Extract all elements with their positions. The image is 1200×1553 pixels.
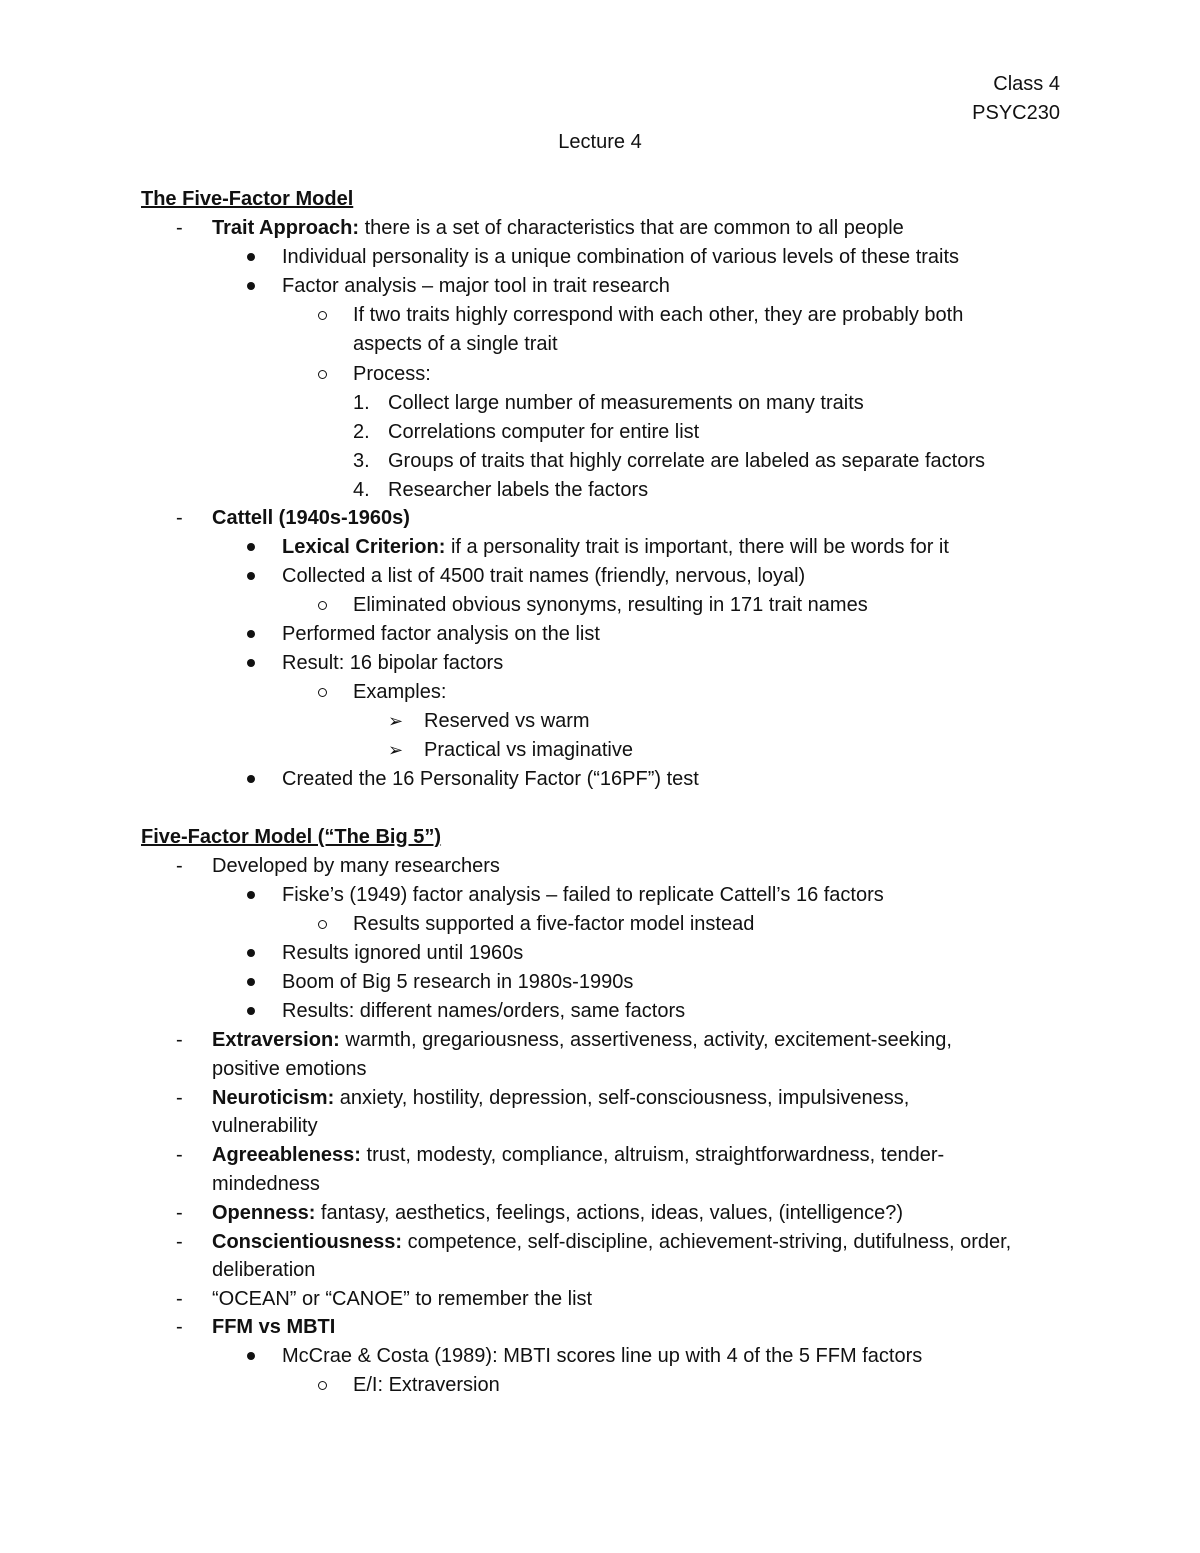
term: Extraversion: (212, 1029, 340, 1051)
bullet-item: Collected a list of 4500 trait names (friendly, nervous, loyal) (282, 565, 806, 587)
cattell-item: Cattell (1940s-1960s) (212, 507, 410, 529)
bullet-icon (247, 282, 255, 290)
dash-marker: - (176, 1288, 183, 1310)
sub-bullet-continuation: aspects of a single trait (353, 333, 558, 355)
bullet-icon (247, 978, 255, 986)
bullet-icon (247, 253, 255, 261)
dash-marker: - (176, 1231, 183, 1253)
conscientiousness-continuation: deliberation (212, 1259, 316, 1281)
dash-marker: - (176, 1029, 183, 1051)
number-marker: 3. (353, 450, 370, 472)
bullet-item: Performed factor analysis on the list (282, 623, 600, 645)
definition: competence, self-discipline, achievement-striving, dutifulness, order, (402, 1231, 1012, 1253)
sub-bullet-item: Results supported a five-factor model instead (353, 913, 755, 935)
conscientiousness-item (212, 1229, 1011, 1255)
bullet-icon (247, 1352, 255, 1360)
circle-bullet-icon (318, 920, 327, 929)
sub-bullet-item: Eliminated obvious synonyms, resulting in 171 trait names (353, 594, 868, 616)
class-label: Class 4 (993, 73, 1060, 95)
number-marker: 4. (353, 479, 370, 501)
bullet-icon (247, 659, 255, 667)
agreeableness-continuation: mindedness (212, 1173, 320, 1195)
numbered-item: Researcher labels the factors (388, 479, 649, 501)
number-marker: 1. (353, 392, 370, 414)
dash-marker: - (176, 507, 183, 529)
bullet-icon (247, 775, 255, 783)
bullet-icon (247, 630, 255, 638)
dash-marker: - (176, 1087, 183, 1109)
arrow-bullet-icon: ➢ (388, 711, 404, 731)
sub-bullet-item: Examples: (353, 681, 447, 703)
definition: there is a set of characteristics that are common to all people (359, 217, 904, 239)
term: Openness: (212, 1202, 316, 1224)
lecture-title: Lecture 4 (558, 131, 642, 153)
extraversion-item (212, 1027, 952, 1053)
neuroticism-continuation: vulnerability (212, 1115, 318, 1137)
circle-bullet-icon (318, 1381, 327, 1390)
section-heading-five-factor-model: The Five-Factor Model (141, 188, 354, 210)
circle-bullet-icon (318, 311, 327, 320)
term: Neuroticism: (212, 1087, 335, 1109)
numbered-item: Groups of traits that highly correlate are labeled as separate factors (388, 450, 985, 472)
dash-marker: - (176, 1202, 183, 1224)
bullet-icon (247, 572, 255, 580)
term: Lexical Criterion: (282, 536, 446, 558)
definition: anxiety, hostility, depression, self-consciousness, impulsiveness, (334, 1087, 910, 1109)
ffm-vs-mbti-item: FFM vs MBTI (212, 1316, 336, 1338)
circle-bullet-icon (318, 601, 327, 610)
bullet-item: Results ignored until 1960s (282, 942, 524, 964)
bullet-item: Result: 16 bipolar factors (282, 652, 504, 674)
sub-bullet-item: E/I: Extraversion (353, 1374, 500, 1396)
bullet-item: Fiske’s (1949) factor analysis – failed to replicate Cattell’s 16 factors (282, 884, 884, 906)
section-heading-big-5: Five-Factor Model (“The Big 5”) (141, 826, 442, 848)
dash-marker: - (176, 217, 183, 239)
bullet-item: McCrae & Costa (1989): MBTI scores line up with 4 of the 5 FFM factors (282, 1345, 923, 1367)
sub-bullet-item: If two traits highly correspond with each other, they are probably both (353, 304, 964, 326)
bullet-item: Created the 16 Personality Factor (“16PF”) test (282, 768, 699, 790)
term: Trait Approach: (212, 217, 360, 239)
bullet-icon (247, 949, 255, 957)
circle-bullet-icon (318, 370, 327, 379)
neuroticism-item (212, 1085, 909, 1111)
numbered-item: Collect large number of measurements on many traits (388, 392, 864, 414)
circle-bullet-icon (318, 688, 327, 697)
bullet-item: Factor analysis – major tool in trait research (282, 275, 670, 297)
dash-marker: - (176, 1316, 183, 1338)
bullet-icon (247, 1007, 255, 1015)
arrow-bullet-icon: ➢ (388, 740, 404, 760)
definition: if a personality trait is important, there will be words for it (445, 536, 949, 558)
definition: trust, modesty, compliance, altruism, straightforwardness, tender- (360, 1144, 945, 1166)
bullet-item: Boom of Big 5 research in 1980s-1990s (282, 971, 634, 993)
dash-marker: - (176, 855, 183, 877)
sub-bullet-item: Process: (353, 363, 431, 385)
arrow-bullet-item: Reserved vs warm (424, 710, 590, 732)
arrow-bullet-item: Practical vs imaginative (424, 739, 633, 761)
agreeableness-item (212, 1142, 944, 1168)
dash-item: Developed by many researchers (212, 855, 500, 877)
bullet-icon (247, 891, 255, 899)
openness-item (212, 1200, 903, 1226)
definition: warmth, gregariousness, assertiveness, activity, excitement-seeking, (339, 1029, 952, 1051)
course-code: PSYC230 (972, 102, 1060, 124)
dash-marker: - (176, 1144, 183, 1166)
bullet-item: Results: different names/orders, same factors (282, 1000, 686, 1022)
bullet-item: Individual personality is a unique combination of various levels of these traits (282, 246, 960, 268)
term: Agreeableness: (212, 1144, 361, 1166)
bullet-item (282, 534, 949, 560)
bullet-icon (247, 543, 255, 551)
ocean-item: “OCEAN” or “CANOE” to remember the list (212, 1288, 593, 1310)
extraversion-continuation: positive emotions (212, 1058, 367, 1080)
term: Conscientiousness: (212, 1231, 403, 1253)
numbered-item: Correlations computer for entire list (388, 421, 700, 443)
trait-approach-item (212, 215, 904, 241)
definition: fantasy, aesthetics, feelings, actions, ideas, values, (intelligence?) (315, 1202, 904, 1224)
number-marker: 2. (353, 421, 370, 443)
